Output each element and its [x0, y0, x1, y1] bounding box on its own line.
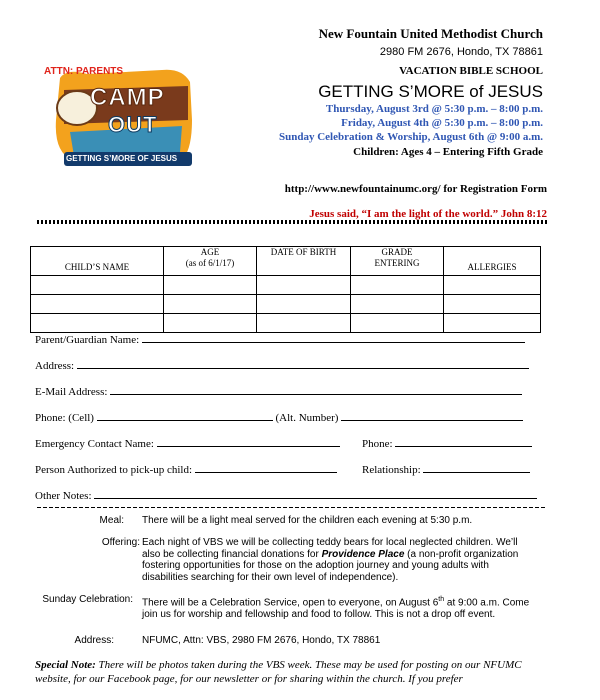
emergency-field[interactable] [157, 436, 340, 447]
logo-tagline: GETTING S’MORE OF JESUS [66, 154, 178, 163]
table-header-row [31, 247, 541, 276]
meal-label: Meal: [99, 515, 124, 526]
pickup-label: Person Authorized to pick-up child: [35, 464, 193, 476]
email-row [35, 384, 522, 398]
col-grade: GRADE ENTERING [351, 247, 444, 276]
address-label: Address: [35, 360, 75, 372]
emergency-label: Emergency Contact Name: [35, 438, 154, 450]
registration-link[interactable]: http://www.newfountainumc.org/ for Registration Form [284, 183, 547, 195]
mail-address-text: NFUMC, Attn: VBS, 2980 FM 2676, Hondo, TX 78861 [142, 635, 381, 646]
phone-alt-field[interactable] [341, 410, 523, 421]
email-field[interactable] [110, 384, 522, 395]
mail-address-label: Address: [74, 635, 114, 646]
notes-field[interactable] [94, 488, 537, 499]
relationship-field[interactable] [423, 462, 530, 473]
program-name: VACATION BIBLE SCHOOL [399, 65, 543, 77]
col-age: AGE (as of 6/1/17) [164, 247, 257, 276]
dotted-divider [37, 220, 547, 224]
table-row[interactable] [31, 314, 541, 333]
phone-cell-field[interactable] [97, 410, 273, 421]
logo-attn-text: ATTN: PARENTS [44, 66, 124, 77]
notes-label: Other Notes: [35, 490, 92, 502]
logo-word-camp: CAMP [90, 84, 165, 111]
meal-text: There will be a light meal served for the children each evening at 5:30 p.m. [142, 515, 473, 526]
dashed-divider [37, 507, 547, 508]
table-row[interactable] [31, 276, 541, 295]
address-row [35, 358, 529, 372]
phone-alt-label: (Alt. Number) [275, 412, 339, 424]
relationship-label: Relationship: [362, 464, 421, 476]
children-ages: Children: Ages 4 – Entering Fifth Grade [353, 146, 543, 158]
emergency-phone-row [362, 436, 532, 450]
special-note: Special Note: There will be photos taken during the VBS week. These may be used for posting on our NFUMC website, for our Facebook page, for our newsletter or for sharing within the church. If you prefer [35, 659, 522, 685]
church-name: New Fountain United Methodist Church [318, 26, 543, 41]
schedule-friday: Friday, August 4th @ 5:30 p.m. – 8:00 p.m. [341, 117, 543, 129]
page-title: GETTING S’MORE of JESUS [318, 82, 543, 101]
table-row[interactable] [31, 295, 541, 314]
notes-row [35, 488, 537, 502]
pickup-row [35, 462, 337, 476]
email-label: E-Mail Address: [35, 386, 108, 398]
emergency-phone-field[interactable] [395, 436, 532, 447]
sunday-label: Sunday Celebration: [42, 594, 133, 605]
phone-cell-label: Phone: (Cell) [35, 412, 94, 424]
parent-label: Parent/Guardian Name: [35, 334, 140, 346]
emergency-row [35, 436, 340, 450]
children-table [30, 246, 541, 333]
pickup-field[interactable] [195, 462, 337, 473]
schedule-sunday: Sunday Celebration & Worship, August 6th @ 9:00 a.m. [279, 131, 543, 143]
col-dob: DATE OF BIRTH [257, 247, 351, 276]
emergency-phone-label: Phone: [362, 438, 393, 450]
info-section [0, 515, 600, 655]
col-allergies: ALLERGIES [444, 247, 541, 276]
schedule-thursday: Thursday, August 3rd @ 5:30 p.m. – 8:00 p.m. [325, 103, 543, 115]
church-address: 2980 FM 2676, Hondo, TX 78861 [379, 46, 543, 58]
sunday-text: There will be a Celebration Service, open to everyone, on August 6th at 9:00 a.m. Come join us for worship and fellowship and food to follow. This is not a drop off event. [142, 596, 530, 620]
offering-text: Each night of VBS we will be collecting teddy bears for local neglected children. We’ll also be collecting financial donations for Providence Place (a non-profit organization fostering opportunities for those on the adoption journey and young adults with disabilities searching for their own level of independence). [142, 537, 519, 583]
bible-verse: Jesus said, “I am the light of the world.” John 8:12 [309, 208, 547, 220]
offering-label: Offering: [101, 537, 140, 548]
parent-field[interactable] [142, 332, 525, 343]
col-child-name: CHILD’S NAME [31, 247, 164, 276]
address-field[interactable] [77, 358, 529, 369]
relationship-row [362, 462, 530, 476]
camp-out-logo [42, 60, 197, 170]
phone-row [35, 410, 523, 424]
parent-row [35, 332, 525, 346]
logo-word-out: OUT [108, 112, 158, 137]
